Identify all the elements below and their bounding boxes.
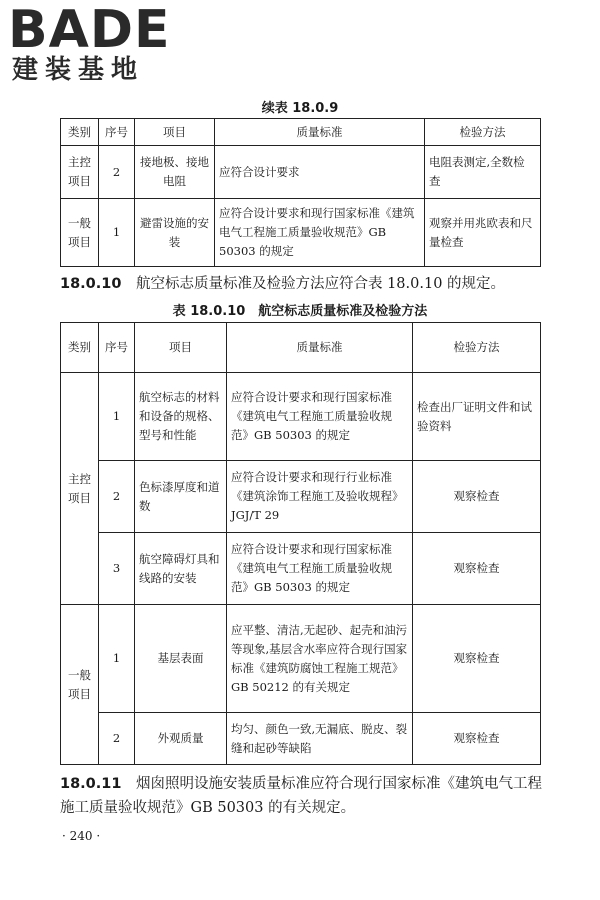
clause-number: 18.0.11 — [60, 776, 122, 792]
cell-standard: 应符合设计要求和现行行业标准《建筑涂饰工程施工及验收规程》JGJ/T 29 — [227, 461, 413, 533]
bade-logo — [8, 0, 178, 86]
table-row — [61, 373, 541, 461]
cell-standard: 应平整、清洁,无起砂、起壳和油污等现象,基层含水率应符合现行国家标准《建筑防腐蚀工程施工规范》GB 50212 的有关规定 — [227, 605, 413, 713]
cell-standard: 均匀、颜色一致,无漏底、脱皮、裂缝和起砂等缺陷 — [227, 713, 413, 765]
table2-caption: 表 18.0.10 航空标志质量标准及检验方法 — [172, 304, 428, 319]
table-row — [61, 533, 541, 605]
clause-text: 烟囱照明设施安装质量标准应符合现行国家标准《建筑电气工程施工质量验收规范》GB 50303 的有关规定。 — [60, 776, 542, 816]
header-method: 检验方法 — [413, 323, 541, 373]
header-no: 序号 — [99, 323, 135, 373]
table-18-0-9-continued — [60, 118, 541, 267]
cell-no: 1 — [99, 373, 135, 461]
cell-standard: 应符合设计要求和现行国家标准《建筑电气工程施工质量验收规范》GB 50303 的规定 — [227, 373, 413, 461]
table-row — [61, 713, 541, 765]
cell-method: 观察检查 — [413, 461, 541, 533]
cell-category: 一般项目 — [61, 605, 99, 765]
cell-method: 观察检查 — [413, 713, 541, 765]
cell-standard: 应符合设计要求 — [215, 146, 425, 199]
table-row — [61, 199, 541, 267]
cell-no: 2 — [99, 461, 135, 533]
header-method: 检验方法 — [425, 119, 541, 146]
cell-method: 观察检查 — [413, 605, 541, 713]
cell-method: 观察并用兆欧表和尺量检查 — [425, 199, 541, 267]
cell-category: 一般项目 — [61, 199, 99, 267]
table2-header-row — [61, 323, 541, 373]
clause-18-0-10 — [60, 272, 545, 296]
header-item: 项目 — [135, 119, 215, 146]
cell-method: 观察检查 — [413, 533, 541, 605]
header-standard: 质量标准 — [215, 119, 425, 146]
cell-method: 检查出厂证明文件和试验资料 — [413, 373, 541, 461]
cell-no: 2 — [99, 146, 135, 199]
header-category: 类别 — [61, 119, 99, 146]
cell-no: 1 — [99, 199, 135, 267]
cell-item: 避雷设施的安装 — [135, 199, 215, 267]
cell-standard: 应符合设计要求和现行国家标准《建筑电气工程施工质量验收规范》GB 50303 的规定 — [215, 199, 425, 267]
table-row — [61, 605, 541, 713]
header-standard: 质量标准 — [227, 323, 413, 373]
cell-item: 航空障碍灯具和线路的安装 — [135, 533, 227, 605]
clause-text: 航空标志质量标准及检验方法应符合表 18.0.10 的规定。 — [135, 276, 506, 292]
logo-subtitle: 建装基地 — [12, 55, 145, 85]
cell-category: 主控项目 — [61, 146, 99, 199]
cell-item: 航空标志的材料和设备的规格、型号和性能 — [135, 373, 227, 461]
logo-brand-text: BADE — [8, 0, 171, 60]
page-number: · 240 · — [62, 829, 101, 843]
table-row — [61, 146, 541, 199]
table1-caption: 续表 18.0.9 — [261, 101, 339, 116]
cell-method: 电阻表测定,全数检查 — [425, 146, 541, 199]
header-item: 项目 — [135, 323, 227, 373]
header-category: 类别 — [61, 323, 99, 373]
clause-18-0-11 — [60, 772, 545, 820]
cell-no: 2 — [99, 713, 135, 765]
cell-category: 主控项目 — [61, 373, 99, 605]
header-no: 序号 — [99, 119, 135, 146]
cell-no: 3 — [99, 533, 135, 605]
table-row — [61, 461, 541, 533]
cell-item: 色标漆厚度和道数 — [135, 461, 227, 533]
cell-no: 1 — [99, 605, 135, 713]
cell-standard: 应符合设计要求和现行国家标准《建筑电气工程施工质量验收规范》GB 50303 的规定 — [227, 533, 413, 605]
table-18-0-10 — [60, 322, 541, 765]
cell-item: 接地极、接地电阻 — [135, 146, 215, 199]
clause-number: 18.0.10 — [60, 276, 122, 292]
table1-header-row — [61, 119, 541, 146]
cell-item: 基层表面 — [135, 605, 227, 713]
cell-item: 外观质量 — [135, 713, 227, 765]
